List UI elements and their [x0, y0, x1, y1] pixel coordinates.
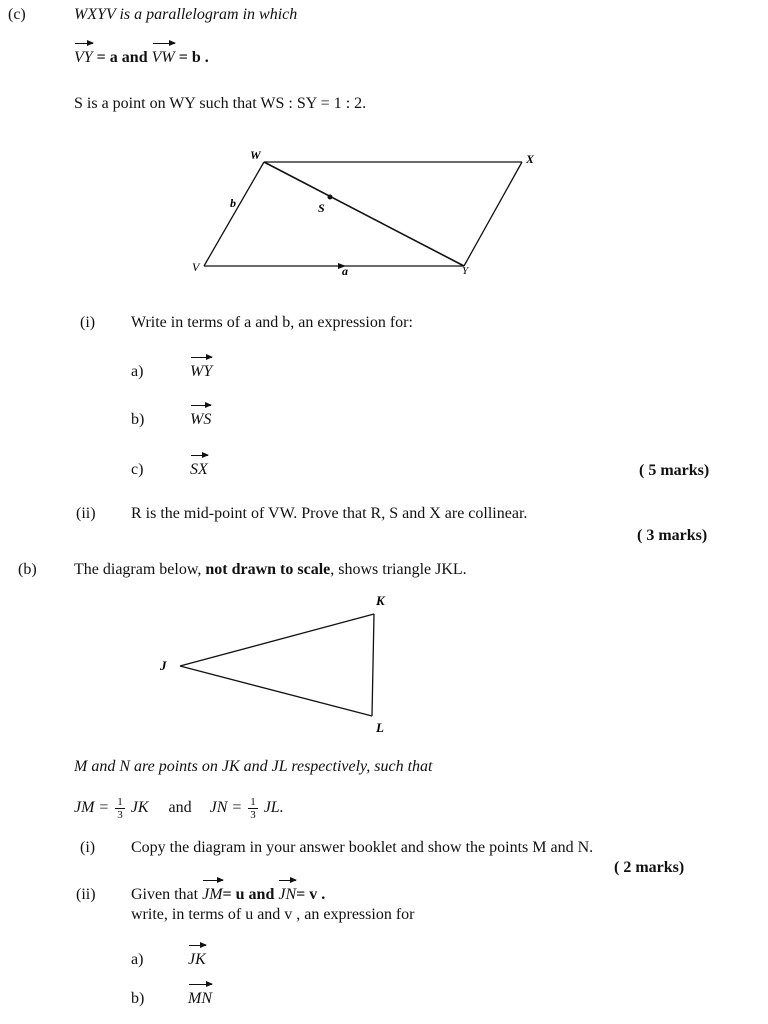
fraction-one-third: $\frac{1}{3}$: [117, 796, 123, 821]
part-b-ii-given: Given that JM= u and JN= v .: [131, 886, 326, 903]
fraction-one-third-2: $\frac{1}{3}$: [250, 796, 256, 821]
part-b-i-label: (i): [80, 839, 96, 856]
vector-definitions: [74, 49, 209, 67]
label-x: X: [526, 152, 535, 166]
part-b-label: (b): [18, 561, 37, 578]
vector-jn: JN: [278, 886, 297, 903]
sub-ii-label: (ii): [76, 505, 96, 522]
part-b-i-text: Copy the diagram in your answer booklet and show the points M and N.: [131, 839, 594, 856]
label-w: W: [250, 148, 261, 162]
item-b-label: b): [131, 411, 145, 428]
label-b: b: [230, 196, 236, 210]
part-b-intro: The diagram below, not drawn to scale, shows triangle JKL.: [74, 561, 467, 578]
marks-2: ( 2 marks): [614, 859, 685, 876]
part-c-intro: WXYV is a parallelogram in which: [74, 6, 298, 23]
item-a-label: a): [131, 363, 144, 380]
part-b-ii-instruction: write, in terms of u and v , an expression for: [131, 906, 415, 923]
points-mn-description: M and N are points on JK and JL respectively, such that: [74, 758, 433, 775]
sub-ii-text: R is the mid-point of VW. Prove that R, S and X are collinear.: [131, 505, 528, 522]
part-b-item-b-vector: MN: [188, 990, 212, 1007]
label-a: a: [342, 264, 348, 278]
marks-5: ( 5 marks): [639, 462, 710, 479]
eq-a: = a and: [96, 49, 148, 66]
item-b-vector: WS: [190, 411, 212, 428]
label-s: S: [318, 201, 325, 215]
part-b-item-a-vector: JK: [188, 951, 206, 968]
part-b-item-b-label: b): [131, 990, 145, 1007]
marks-3: ( 3 marks): [637, 527, 708, 544]
label-k: K: [376, 593, 385, 608]
sub-i-text: Write in terms of a and b, an expression for:: [131, 314, 413, 331]
not-to-scale: not drawn to scale: [205, 561, 331, 578]
parallelogram-diagram: [180, 140, 560, 290]
sub-i-label: (i): [80, 314, 96, 331]
triangle-diagram: [150, 588, 410, 738]
item-c-vector: SX: [190, 461, 208, 478]
vector-jm: JM: [202, 886, 223, 903]
label-y: Y: [462, 265, 469, 277]
ratio-definitions: JM = $\frac{1}{3}$ JK and JN = $\frac{1}{3}$ JL.: [74, 796, 284, 821]
point-s-description: S is a point on WY such that WS : SY = 1 : 2.: [74, 95, 367, 112]
label-l: L: [376, 720, 384, 735]
part-c-label: (c): [8, 6, 26, 23]
vector-vy: VY: [74, 49, 93, 66]
part-b-item-a-label: a): [131, 951, 144, 968]
vector-vw: VW: [151, 49, 175, 66]
label-v: V: [192, 260, 200, 274]
eq-b: = b .: [178, 49, 209, 66]
item-a-vector: WY: [190, 363, 213, 380]
part-b-ii-label: (ii): [76, 886, 96, 903]
label-j: J: [160, 658, 167, 673]
item-c-label: c): [131, 461, 144, 478]
